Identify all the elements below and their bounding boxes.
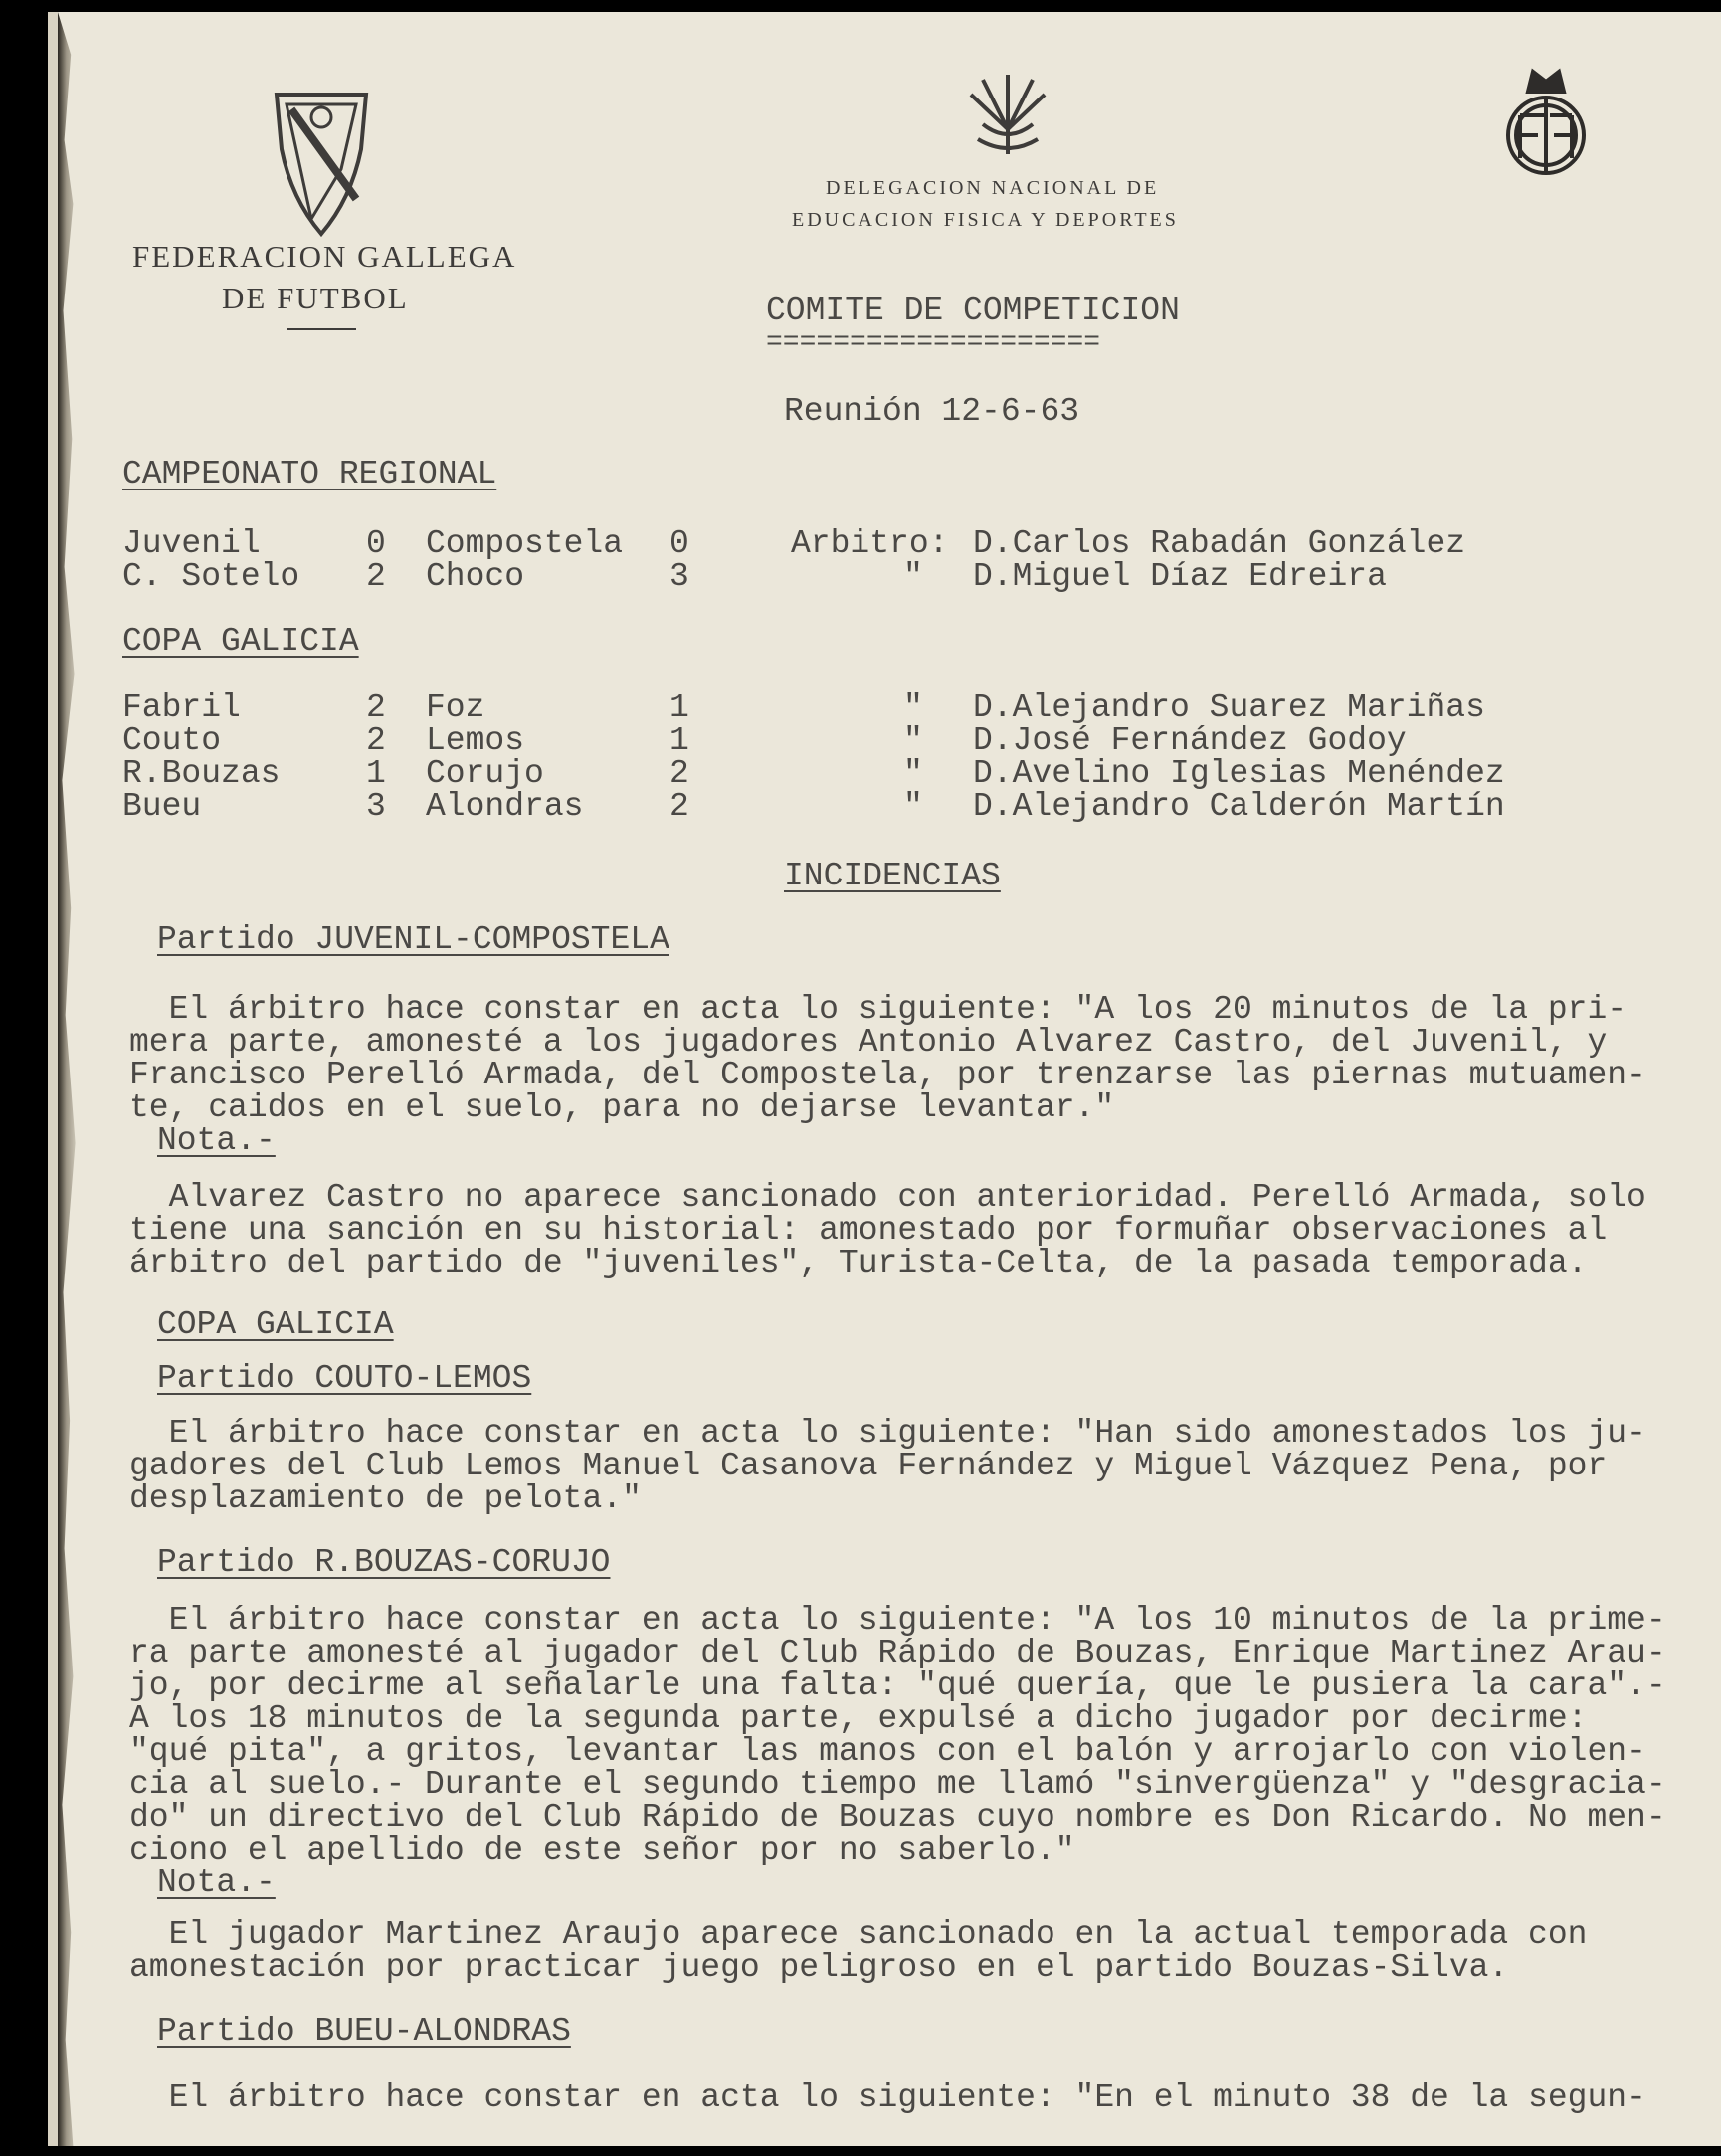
yoke-arrows-emblem xyxy=(963,70,1052,159)
referee-name: D.José Fernández Godoy xyxy=(973,722,1407,759)
home-score: 2 xyxy=(366,689,386,726)
federation-divider xyxy=(287,328,356,330)
referee-label: " xyxy=(903,558,923,595)
committee-title: COMITE DE COMPETICION xyxy=(766,293,1180,329)
away-team: Foz xyxy=(426,689,485,726)
note-label: Nota.- xyxy=(157,1864,276,1901)
paragraph-line: A los 18 minutos de la segunda parte, expulsé a dicho jugador por decirme: xyxy=(129,1700,1588,1737)
copa-heading: COPA GALICIA xyxy=(122,623,359,660)
regional-heading: CAMPEONATO REGIONAL xyxy=(122,456,497,492)
paragraph-line: El árbitro hace constar en acta lo siguiente: "En el minuto 38 de la segun- xyxy=(129,2079,1646,2116)
paragraph-line: te, caidos en el suelo, para no dejarse levantar." xyxy=(129,1089,1115,1126)
federation-shield-logo xyxy=(272,90,371,239)
paragraph-line: gadores del Club Lemos Manuel Casanova Fernández y Miguel Vázquez Pena, por xyxy=(129,1448,1608,1484)
paragraph-line: do" un directivo del Club Rápido de Bouzas cuyo nombre es Don Ricardo. No men- xyxy=(129,1799,1666,1836)
away-team: Alondras xyxy=(426,788,584,825)
home-team: Bueu xyxy=(122,788,202,825)
paragraph-line: El jugador Martinez Araujo aparece sancionado en la actual temporada con xyxy=(129,1916,1588,1953)
paragraph-line: El árbitro hace constar en acta lo siguiente: "Han sido amonestados los ju- xyxy=(129,1415,1646,1452)
away-team: Corujo xyxy=(426,755,544,792)
home-team: Fabril xyxy=(122,689,241,726)
home-team: C. Sotelo xyxy=(122,558,300,595)
paragraph-line: mera parte, amonesté a los jugadores Antonio Alvarez Castro, del Juvenil, y xyxy=(129,1024,1608,1061)
home-team: R.Bouzas xyxy=(122,755,281,792)
away-score: 1 xyxy=(669,689,689,726)
paragraph-line: desplazamiento de pelota." xyxy=(129,1480,642,1517)
delegation-line1: DELEGACION NACIONAL DE xyxy=(826,177,1160,199)
away-score: 3 xyxy=(669,558,689,595)
away-score: 2 xyxy=(669,755,689,792)
paragraph-line: Alvarez Castro no aparece sancionado con anterioridad. Perelló Armada, solo xyxy=(129,1179,1646,1216)
paragraph-line: "qué pita", a gritos, levantar las manos con el balón y arrojarlo con violen- xyxy=(129,1733,1646,1770)
delegation-line2: EDUCACION FISICA Y DEPORTES xyxy=(792,209,1179,231)
note-label: Nota.- xyxy=(157,1122,276,1159)
home-score: 2 xyxy=(366,558,386,595)
match-incident-title: Partido R.BOUZAS-CORUJO xyxy=(157,1544,611,1581)
paragraph-line: jo, por decirme al señalarle una falta: "qué quería, que le pusiera la cara".- xyxy=(129,1667,1666,1704)
paragraph-line: tiene una sanción en su historial: amonestado por formuñar observaciones al xyxy=(129,1212,1608,1249)
home-score: 1 xyxy=(366,755,386,792)
document-page xyxy=(48,12,1721,2146)
home-team: Couto xyxy=(122,722,222,759)
away-score: 0 xyxy=(669,525,689,562)
spanish-federation-crest xyxy=(1498,64,1594,193)
federation-name-line1: FEDERACION GALLEGA xyxy=(132,239,517,274)
paragraph-line: Francisco Perelló Armada, del Compostela, por trenzarse las piernas mutuamen- xyxy=(129,1057,1646,1093)
referee-name: D.Carlos Rabadán González xyxy=(973,525,1466,562)
meeting-date: Reunión 12-6-63 xyxy=(784,393,1080,430)
referee-label: Arbitro: xyxy=(791,525,949,562)
copa-galicia-subheading: COPA GALICIA xyxy=(157,1306,394,1343)
referee-label: " xyxy=(903,788,923,825)
paragraph-line: ciono el apellido de este señor por no saberlo." xyxy=(129,1832,1075,1868)
paragraph-line: árbitro del partido de "juveniles", Turista-Celta, de la pasada temporada. xyxy=(129,1245,1588,1281)
away-score: 1 xyxy=(669,722,689,759)
paragraph-line: ra parte amonesté al jugador del Club Rápido de Bouzas, Enrique Martinez Arau- xyxy=(129,1635,1666,1671)
referee-label: " xyxy=(903,755,923,792)
paragraph-line: cia al suelo.- Durante el segundo tiempo me llamó "sinvergüenza" y "desgracia- xyxy=(129,1766,1666,1803)
referee-name: D.Alejandro Suarez Mariñas xyxy=(973,689,1485,726)
referee-label: " xyxy=(903,689,923,726)
referee-label: " xyxy=(903,722,923,759)
away-score: 2 xyxy=(669,788,689,825)
home-score: 3 xyxy=(366,788,386,825)
referee-name: D.Miguel Díaz Edreira xyxy=(973,558,1387,595)
match-incident-title: Partido COUTO-LEMOS xyxy=(157,1360,532,1397)
paragraph-line: El árbitro hace constar en acta lo siguiente: "A los 10 minutos de la prime- xyxy=(129,1602,1666,1639)
committee-rule: ==================== xyxy=(766,327,1101,358)
match-incident-title: Partido JUVENIL-COMPOSTELA xyxy=(157,921,669,958)
away-team: Choco xyxy=(426,558,525,595)
home-score: 0 xyxy=(366,525,386,562)
away-team: Compostela xyxy=(426,525,624,562)
referee-name: D.Alejandro Calderón Martín xyxy=(973,788,1505,825)
away-team: Lemos xyxy=(426,722,525,759)
match-incident-title: Partido BUEU-ALONDRAS xyxy=(157,2013,571,2050)
incidencias-heading: INCIDENCIAS xyxy=(784,858,1001,894)
paragraph-line: El árbitro hace constar en acta lo siguiente: "A los 20 minutos de la pri- xyxy=(129,991,1627,1028)
home-score: 2 xyxy=(366,722,386,759)
paragraph-line: amonestación por practicar juego peligroso en el partido Bouzas-Silva. xyxy=(129,1949,1509,1986)
home-team: Juvenil xyxy=(122,525,261,562)
referee-name: D.Avelino Iglesias Menéndez xyxy=(973,755,1505,792)
federation-name-line2: DE FUTBOL xyxy=(222,281,409,315)
